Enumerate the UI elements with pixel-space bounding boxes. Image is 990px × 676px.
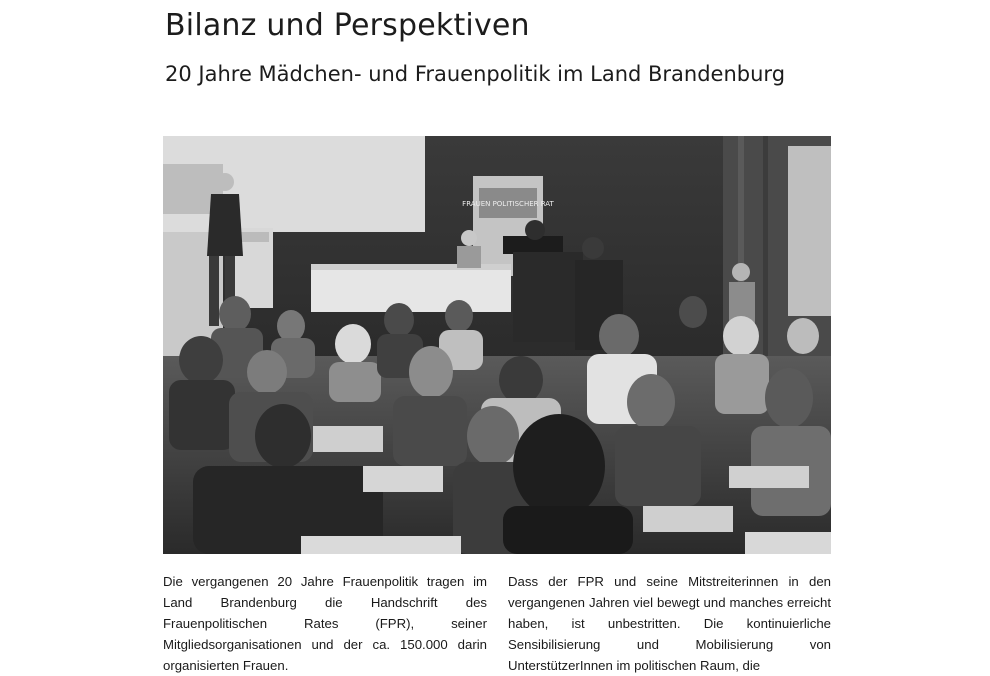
body-text-column-right: Dass der FPR und seine Mitstreiterinnen in den vergangenen Jahren viel bewegt und manches erreicht haben, ist unbestritten. Die kontinuierliche Sensibilisierung und Mobilisierung von UnterstützerInnen im politischen Raum, die: [508, 574, 831, 673]
page-subtitle: 20 Jahre Mädchen- und Frauenpolitik im Land Brandenburg: [165, 62, 786, 86]
page-title: Bilanz und Perspektiven: [165, 8, 530, 43]
body-text-column-left: Die vergangenen 20 Jahre Frauenpolitik tragen im Land Brandenburg die Handschrift des Frauenpolitischen Rates (FPR), seiner Mitgliedsorganisationen und der ca. 150.000 darin organisierten Frauen.: [163, 574, 487, 673]
banner-text: FRAUEN POLITISCHER RAT: [462, 200, 554, 208]
conference-photo: [163, 136, 831, 554]
